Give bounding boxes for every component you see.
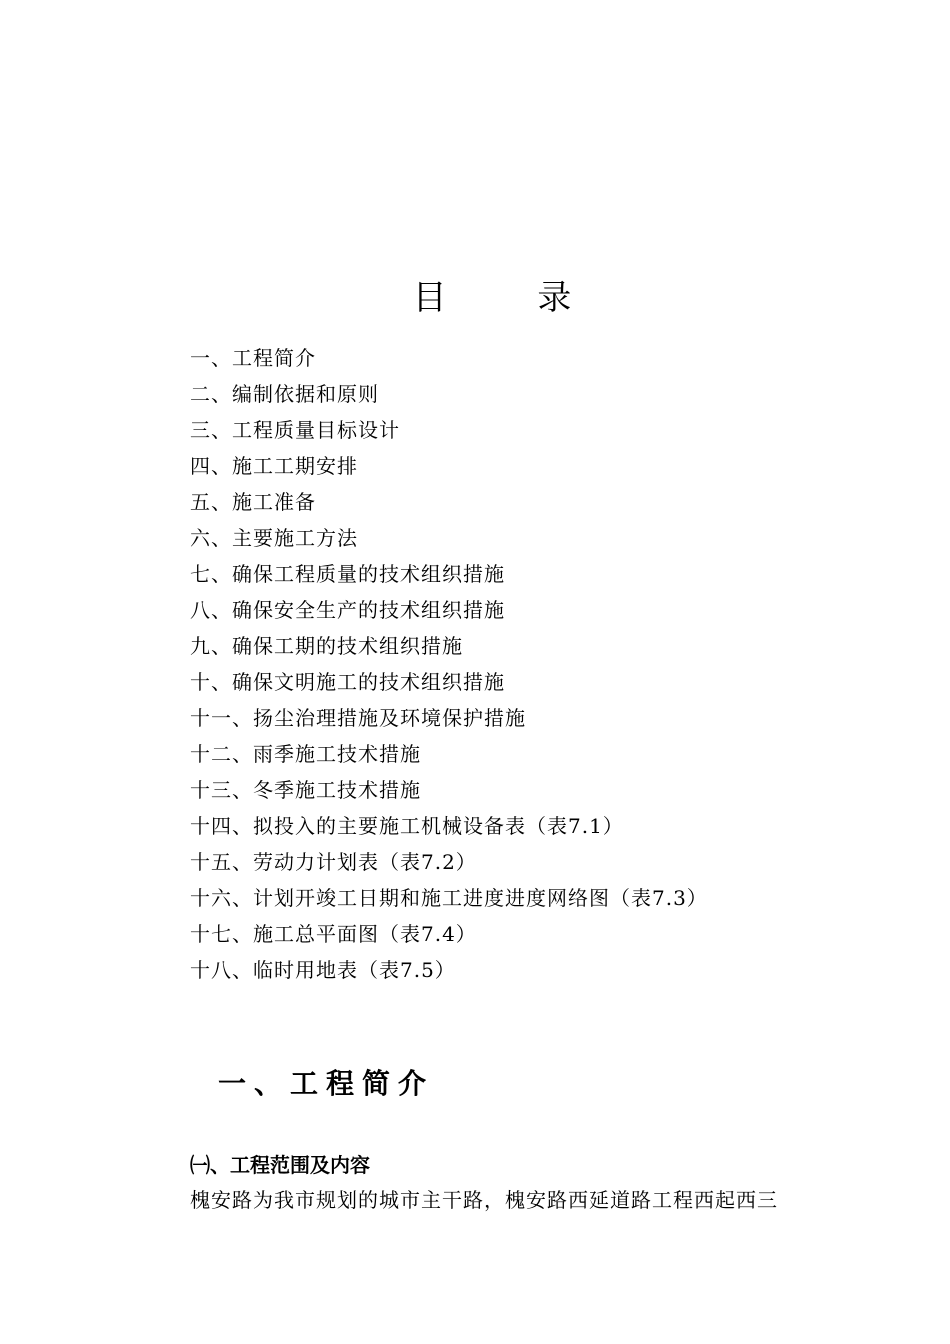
toc-list	[190, 340, 708, 988]
toc-item: 四、施工工期安排	[190, 454, 358, 478]
toc-item: 十二、雨季施工技术措施	[190, 742, 421, 766]
body-paragraph: 槐安路为我市规划的城市主干路，槐安路西延道路工程西起西三	[190, 1188, 778, 1212]
toc-item: 十四、拟投入的主要施工机械设备表（表7.1）	[190, 814, 624, 838]
toc-item: 八、确保安全生产的技术组织措施	[190, 598, 505, 622]
toc-item: 十三、冬季施工技术措施	[190, 778, 421, 802]
sub-heading: ㈠、工程范围及内容	[190, 1153, 370, 1177]
toc-item: 十五、劳动力计划表（表7.2）	[190, 850, 477, 874]
toc-item: 十八、临时用地表（表7.5）	[190, 958, 456, 982]
toc-item: 五、施工准备	[190, 490, 316, 514]
toc-item: 二、编制依据和原则	[190, 382, 379, 406]
toc-item: 一、工程简介	[190, 346, 316, 370]
toc-item: 十、确保文明施工的技术组织措施	[190, 670, 505, 694]
toc-item: 十六、计划开竣工日期和施工进度进度网络图（表7.3）	[190, 886, 708, 910]
toc-item: 三、工程质量目标设计	[190, 418, 400, 442]
toc-item: 十七、施工总平面图（表7.4）	[190, 922, 477, 946]
toc-item: 六、主要施工方法	[190, 526, 358, 550]
toc-item: 九、确保工期的技术组织措施	[190, 634, 463, 658]
toc-item: 十一、扬尘治理措施及环境保护措施	[190, 706, 526, 730]
toc-item: 七、确保工程质量的技术组织措施	[190, 562, 505, 586]
toc-title: 目 录	[412, 278, 612, 318]
section-heading: 一、工程简介	[218, 1067, 435, 1100]
